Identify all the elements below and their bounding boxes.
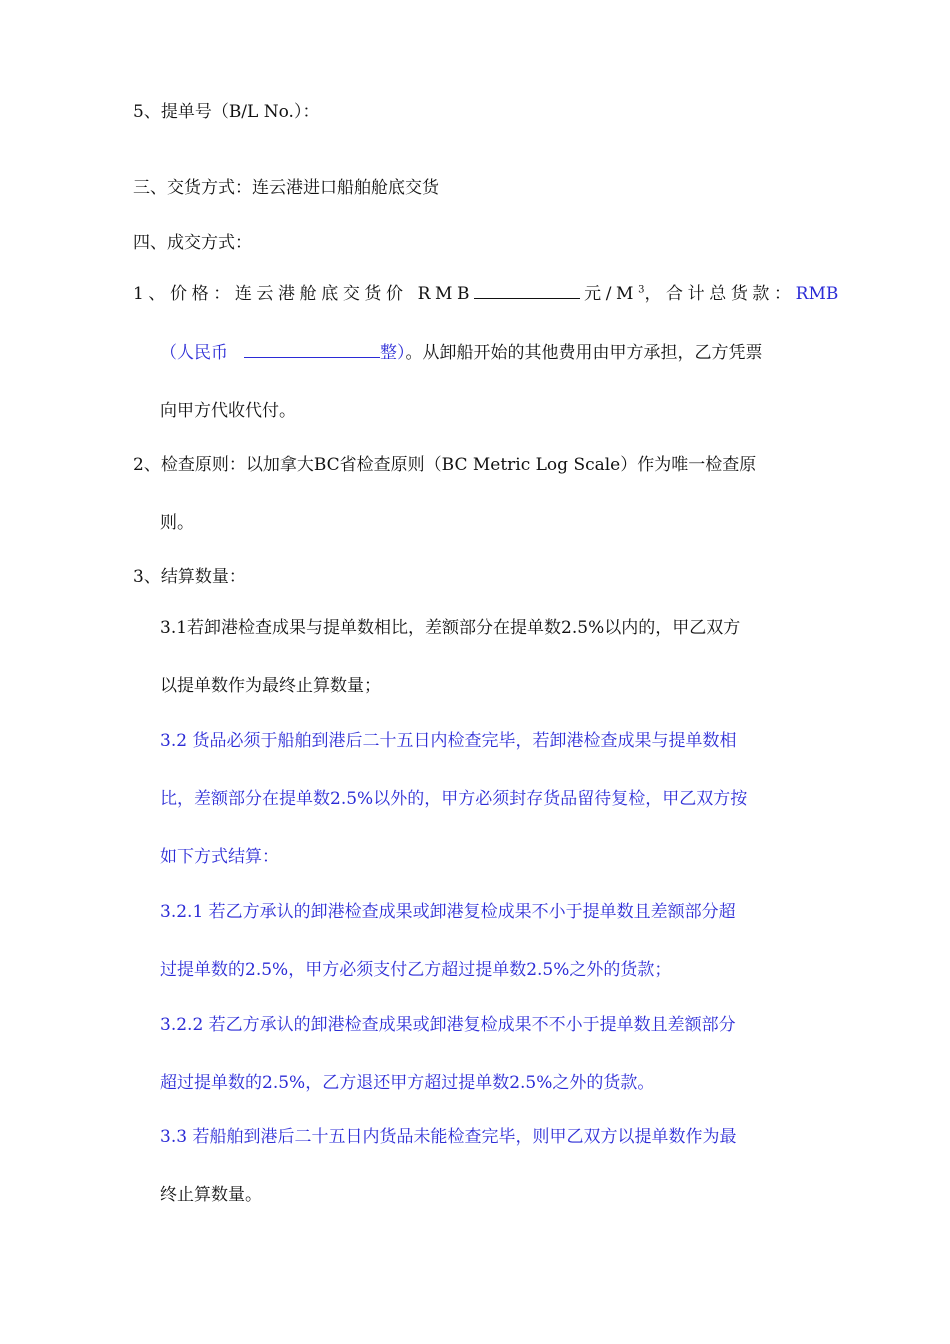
price-unit: 元/M [584,284,639,304]
clause-3-1-line2: 以提单数作为最终止算数量； [160,676,381,696]
settlement-heading: 3、结算数量： [133,567,246,587]
rmb-open: （人民币 [160,343,228,363]
deal-method-heading: 四、成交方式： [133,233,252,253]
clause-3-2-line3: 如下方式结算： [160,847,279,867]
clause-3-2-2-line1: 3.2.2 若乙方承认的卸港检查成果或卸港复检成果不不小于提单数且差额部分 [160,1015,736,1035]
clause-3-1-line1: 3.1若卸港检查成果与提单数相比，差额部分在提单数2.5%以内的，甲乙双方 [160,618,741,638]
inspection-principle-cont: 则。 [160,513,194,533]
clause-3-2-line1: 3.2 货品必须于船舶到港后二十五日内检查完毕，若卸港检查成果与提单数相 [160,731,737,751]
rmb-blank [244,343,380,358]
delivery-method-heading: 三、交货方式：连云港进口船舶舱底交货 [133,178,439,198]
price-blank [474,284,580,299]
clause-3-2-line2: 比，差额部分在提单数2.5%以外的，甲方必须封存货品留待复检，甲乙双方按 [160,789,748,809]
pay-on-behalf-line: 向甲方代收代付。 [160,401,296,421]
rmb-close: 整） [380,343,406,363]
clause-3-2-1-line1: 3.2.1 若乙方承认的卸港检查成果或卸港复检成果不小于提单数且差额部分超 [160,902,736,922]
total-label: ，合计总货款： [644,284,796,304]
clause-3-2-1-line2: 过提单数的2.5%，甲方必须支付乙方超过提单数2.5%之外的货款； [160,960,672,980]
price-line [133,283,838,305]
price-unit-superscript: 3 [638,284,645,296]
inspection-principle-line: 2、检查原则：以加拿大BC省检查原则（BC Metric Log Scale）作为唯一检查原 [133,455,757,475]
clause-3-2-2-line2: 超过提单数的2.5%，乙方退还甲方超过提单数2.5%之外的货款。 [160,1073,655,1093]
price-label: 1、价格：连云港舱底交货价 RMB [133,284,475,304]
clause-3-3-line1: 3.3 若船舶到港后二十五日内货品未能检查完毕，则甲乙双方以提单数作为最 [160,1127,737,1147]
total-currency: RMB [795,284,839,304]
clause-3-3-line2: 终止算数量。 [160,1185,262,1205]
rmb-rest: 。从卸船开始的其他费用由甲方承担，乙方凭票 [405,343,763,363]
rmb-line [160,342,763,364]
bl-number-line: 5、提单号（B/L No.）： [133,102,320,122]
